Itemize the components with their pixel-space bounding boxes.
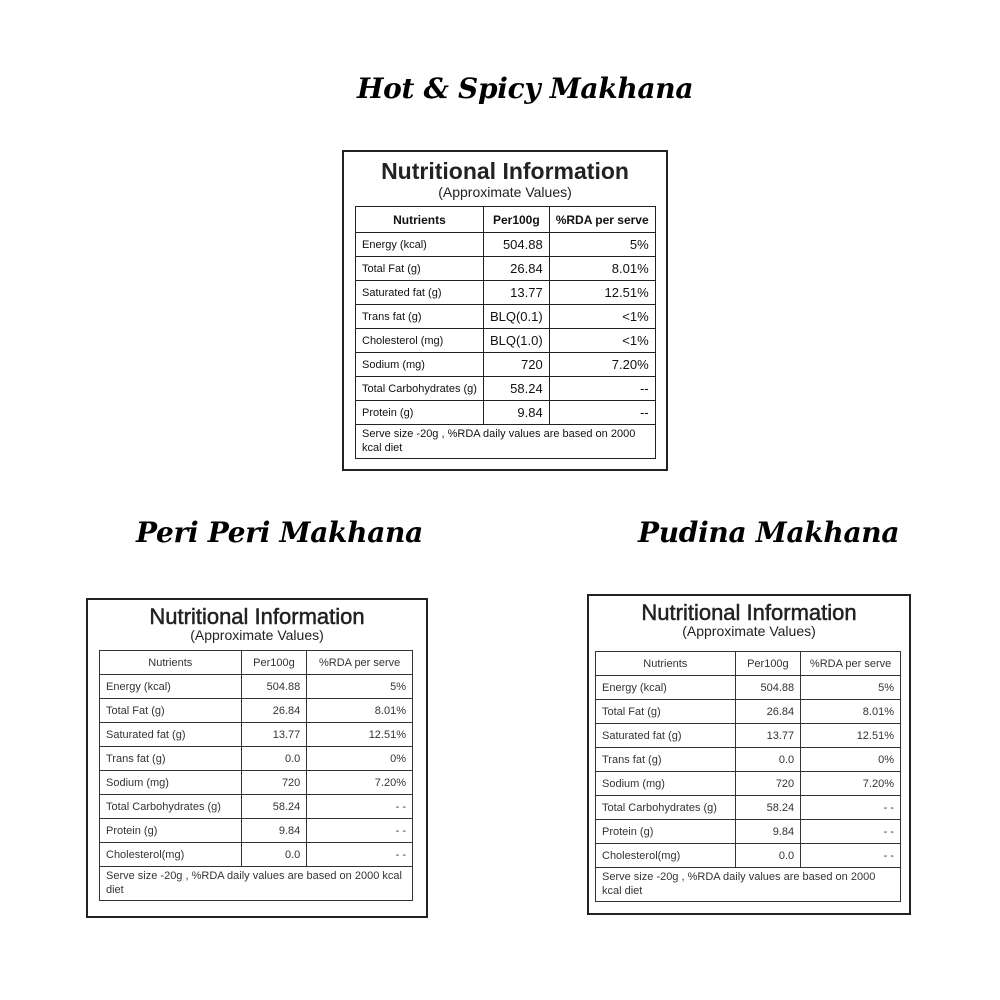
per100g-value: 26.84 [735, 700, 801, 724]
per100g-value: 9.84 [241, 819, 307, 843]
col-header-per100g: Per100g [735, 652, 801, 676]
per100g-value: 58.24 [735, 796, 801, 820]
table-row [356, 401, 656, 425]
nutrition-table [355, 206, 656, 459]
rda-value: - - [801, 844, 901, 868]
nutrition-table [595, 651, 901, 902]
per100g-value: 26.84 [483, 257, 549, 281]
rda-value: - - [307, 843, 413, 867]
rda-value: 12.51% [307, 723, 413, 747]
table-row [356, 305, 656, 329]
table-row [596, 700, 901, 724]
per100g-value: 13.77 [735, 724, 801, 748]
per100g-value: 9.84 [735, 820, 801, 844]
table-row [100, 819, 413, 843]
panel-hot-spicy [342, 150, 668, 471]
rda-value: 0% [307, 747, 413, 771]
footnote: Serve size -20g , %RDA daily values are based on 2000 kcal diet [356, 425, 656, 459]
table-row [596, 796, 901, 820]
table-row [100, 747, 413, 771]
panel-title: Nutritional Information [641, 600, 857, 625]
table-row [100, 771, 413, 795]
per100g-value: 26.84 [241, 699, 307, 723]
per100g-value: 720 [483, 353, 549, 377]
table-row [356, 377, 656, 401]
col-header-rda: %RDA per serve [549, 207, 655, 233]
col-header-nutrients: Nutrients [596, 652, 736, 676]
per100g-value: 0.0 [241, 843, 307, 867]
table-row [356, 329, 656, 353]
per100g-value: 0.0 [241, 747, 307, 771]
nutrient-name: Saturated fat (g) [596, 724, 736, 748]
rda-value: <1% [549, 329, 655, 353]
table-row [356, 233, 656, 257]
rda-value: 8.01% [801, 700, 901, 724]
rda-value: 12.51% [549, 281, 655, 305]
nutrient-name: Trans fat (g) [100, 747, 242, 771]
table-row [100, 699, 413, 723]
nutrient-name: Sodium (mg) [100, 771, 242, 795]
per100g-value: 13.77 [241, 723, 307, 747]
nutrient-name: Energy (kcal) [100, 675, 242, 699]
heading-hot-spicy: Hot & Spicy Makhana [357, 72, 694, 105]
nutrient-name: Total Fat (g) [100, 699, 242, 723]
table-row [100, 675, 413, 699]
nutrient-name: Saturated fat (g) [100, 723, 242, 747]
table-row [596, 772, 901, 796]
table-row [596, 844, 901, 868]
per100g-value: 58.24 [483, 377, 549, 401]
nutrient-name: Protein (g) [596, 820, 736, 844]
rda-value: <1% [549, 305, 655, 329]
per100g-value: BLQ(0.1) [483, 305, 549, 329]
per100g-value: 0.0 [735, 748, 801, 772]
nutrient-name: Protein (g) [100, 819, 242, 843]
table-row [356, 281, 656, 305]
table-row [100, 795, 413, 819]
per100g-value: 9.84 [483, 401, 549, 425]
rda-value: 7.20% [801, 772, 901, 796]
rda-value: 8.01% [307, 699, 413, 723]
nutrient-name: Cholesterol(mg) [100, 843, 242, 867]
nutrient-name: Trans fat (g) [356, 305, 484, 329]
nutrient-name: Sodium (mg) [356, 353, 484, 377]
panel-subtitle: (Approximate Values) [438, 184, 572, 200]
rda-value: 8.01% [549, 257, 655, 281]
rda-value: -- [549, 377, 655, 401]
rda-value: 12.51% [801, 724, 901, 748]
panel-subtitle: (Approximate Values) [682, 623, 816, 639]
panel-title: Nutritional Information [149, 604, 365, 629]
heading-peri-peri: Peri Peri Makhana [136, 516, 423, 549]
per100g-value: 0.0 [735, 844, 801, 868]
rda-value: -- [549, 401, 655, 425]
table-row [596, 676, 901, 700]
nutrient-name: Saturated fat (g) [356, 281, 484, 305]
nutrient-name: Energy (kcal) [356, 233, 484, 257]
col-header-rda: %RDA per serve [801, 652, 901, 676]
heading-pudina: Pudina Makhana [638, 516, 900, 549]
rda-value: 5% [549, 233, 655, 257]
nutrient-name: Total Carbohydrates (g) [100, 795, 242, 819]
per100g-value: 13.77 [483, 281, 549, 305]
per100g-value: 504.88 [483, 233, 549, 257]
nutrition-table [99, 650, 413, 901]
col-header-per100g: Per100g [483, 207, 549, 233]
panel-pudina [587, 594, 911, 915]
rda-value: 0% [801, 748, 901, 772]
col-header-nutrients: Nutrients [100, 651, 242, 675]
panel-peri-peri [86, 598, 428, 918]
nutrient-name: Cholesterol(mg) [596, 844, 736, 868]
footnote: Serve size -20g , %RDA daily values are based on 2000 kcal diet [100, 867, 413, 901]
table-row [356, 353, 656, 377]
rda-value: - - [801, 820, 901, 844]
nutrient-name: Cholesterol (mg) [356, 329, 484, 353]
table-row [100, 843, 413, 867]
nutrient-name: Energy (kcal) [596, 676, 736, 700]
per100g-value: BLQ(1.0) [483, 329, 549, 353]
col-header-per100g: Per100g [241, 651, 307, 675]
rda-value: - - [307, 795, 413, 819]
rda-value: 7.20% [307, 771, 413, 795]
rda-value: 5% [801, 676, 901, 700]
nutrient-name: Total Carbohydrates (g) [596, 796, 736, 820]
nutrient-name: Sodium (mg) [596, 772, 736, 796]
rda-value: 7.20% [549, 353, 655, 377]
rda-value: - - [307, 819, 413, 843]
nutrient-name: Trans fat (g) [596, 748, 736, 772]
panel-subtitle: (Approximate Values) [190, 627, 324, 643]
per100g-value: 720 [735, 772, 801, 796]
panel-title: Nutritional Information [381, 158, 629, 184]
nutrient-name: Total Fat (g) [596, 700, 736, 724]
col-header-nutrients: Nutrients [356, 207, 484, 233]
per100g-value: 720 [241, 771, 307, 795]
per100g-value: 504.88 [735, 676, 801, 700]
table-row [100, 723, 413, 747]
col-header-rda: %RDA per serve [307, 651, 413, 675]
per100g-value: 504.88 [241, 675, 307, 699]
nutrient-name: Total Fat (g) [356, 257, 484, 281]
rda-value: 5% [307, 675, 413, 699]
rda-value: - - [801, 796, 901, 820]
per100g-value: 58.24 [241, 795, 307, 819]
nutrient-name: Total Carbohydrates (g) [356, 377, 484, 401]
footnote: Serve size -20g , %RDA daily values are based on 2000 kcal diet [596, 868, 901, 902]
table-row [596, 748, 901, 772]
nutrient-name: Protein (g) [356, 401, 484, 425]
table-row [356, 257, 656, 281]
table-row [596, 724, 901, 748]
table-row [596, 820, 901, 844]
